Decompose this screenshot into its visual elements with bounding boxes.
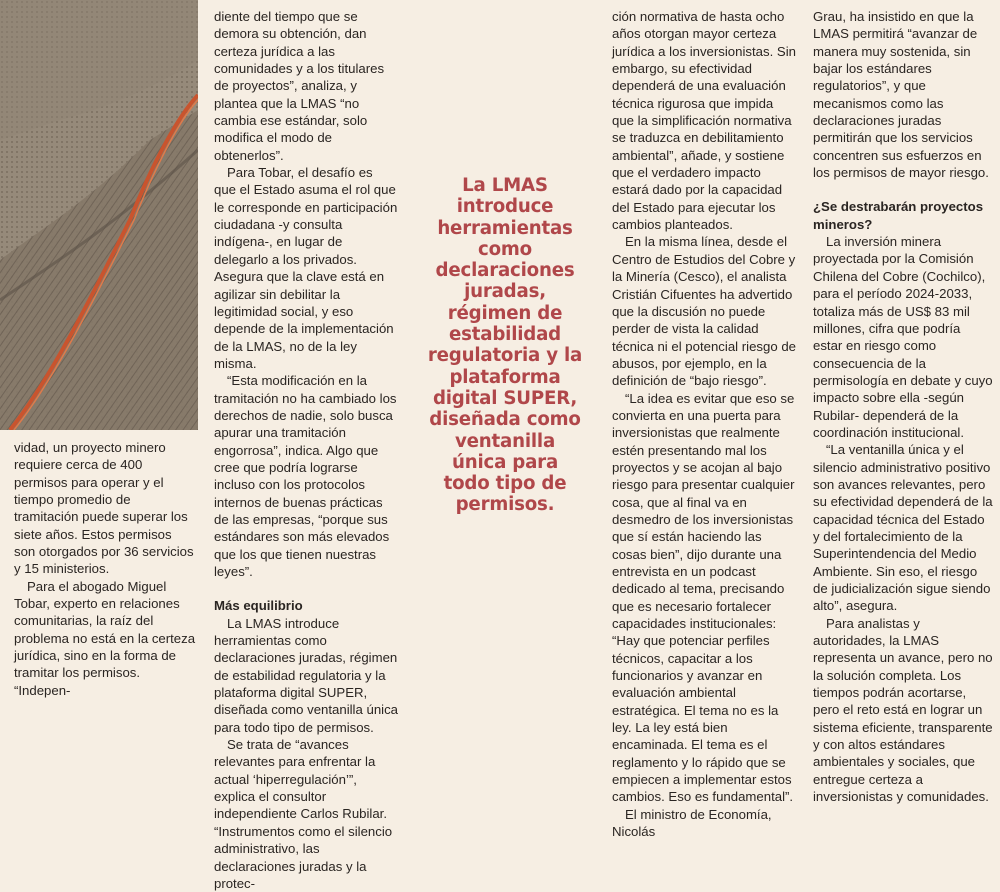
paragraph: El ministro de Economía, Nicolás xyxy=(612,806,772,840)
paragraph: Grau, ha insistido en que la LMAS permitirá “avanzar de manera muy sostenida, sin bajar los estándares regulatorios”, y que mecanismos como las declaraciones juradas permitirán que los servicios concentren sus esfuerzos en los permisos de mayor riesgo. xyxy=(813,9,989,181)
paragraph: “Esta modificación en la tramitación no ha cambiado los derechos de nadie, solo busca apurar una tramitación engorrosa”, indica. Algo que cree que podría lograrse incluso con los protocolos internos de buenas prácticas de las empresas, “porque sus estándares son más elevados que los que tienen nuestras leyes”. xyxy=(214,373,397,579)
article-column-3 xyxy=(612,8,798,841)
article-column-2 xyxy=(214,8,398,892)
paragraph: Se trata de “avances relevantes para enfrentar la actual ‘hiperregulación’”, explica el consultor independiente Carlos Rubilar. “Instrumentos como el silencio administrativo, las declaraciones juradas y la protec- xyxy=(214,737,393,891)
paragraph: En la misma línea, desde el Centro de Estudios del Cobre y la Minería (Cesco), el analista Cristián Cifuentes ha advertido que la discusión no puede perder de vista la calidad técnica ni el potencial riesgo de abusos, por ejemplo, en la definición de “bajo riesgo”. xyxy=(612,234,797,389)
article-column-4 xyxy=(813,8,993,805)
paragraph: Para el abogado Miguel Tobar, experto en relaciones comunitarias, la raíz del problema no está en la certeza jurídica, sino en la forma de tramitar los permisos. “Indepen- xyxy=(14,578,196,698)
article-column-1 xyxy=(14,439,196,699)
paragraph: Para Tobar, el desafío es que el Estado asuma el rol que le corresponde en participación ciudadana -y consulta indígena-, en lugar de delegarlo a los privados. Asegura que la clave está en agilizar sin debilitar la legitimidad social, y eso depende de la implementación de la LMAS, no de la ley misma. xyxy=(214,165,398,371)
section-heading: Más equilibrio xyxy=(214,598,303,614)
aerial-photo-graphic xyxy=(0,0,198,430)
paragraph: La LMAS introduce herramientas como declaraciones juradas, régimen de estabilidad regulatoria y la plataforma digital SUPER, diseñada como ventanilla única para todo tipo de permisos. xyxy=(214,615,399,735)
mining-aerial-photo xyxy=(0,0,198,430)
paragraph: “La ventanilla única y el silencio administrativo positivo son avances relevantes, pero su efectividad dependerá de la capacidad técnica del Estado y del fortalecimiento de la Superintendencia del Medio Ambiente. Sin eso, el riesgo de judicialización sigue siendo alto”, asegura. xyxy=(813,442,993,614)
paragraph: “La idea es evitar que eso se convierta en una puerta para inversionistas que realmente estén presentando mal los proyectos y se acojan al bajo riesgo para presentar cualquier cosa, que al final va en desmedro de los inversionistas que sí están haciendo las cosas bien”, dijo durante una entrevista en un podcast dedicado al tema, precisando que es necesario fortalecer capacidades institucionales: “Hay que potenciar perfiles técnicos, capacitar a los funcionarios y avanzar en evaluación ambiental estratégica. El tema no es la ley. La ley está bien encaminada. El tema es el reglamento y lo rápido que se empiecen a implementar estos cambios. Eso es fundamental”. xyxy=(612,390,795,805)
paragraph: Para analistas y autoridades, la LMAS representa un avance, pero no la solución completa. Los tiempos podrán acortarse, pero el reto está en lograr un sistema eficiente, transparente y con altos estándares ambientales y sociales, que entregue certeza a inversionistas y comunidades. xyxy=(813,615,993,805)
section-heading: ¿Se destrabarán proyectos mineros? xyxy=(813,199,984,232)
pull-quote: La LMAS introduce herramientas como declaraciones juradas, régimen de estabilidad regulatoria y la plataforma digital SUPER, diseñada como ventanilla única para todo tipo de permisos. xyxy=(427,175,583,516)
paragraph: ción normativa de hasta ocho años otorgan mayor certeza jurídica a los inversionistas. Sin embargo, su efectividad dependerá de una evaluación técnica rigurosa que impida que la simplificación normativa se traduzca en debilitamiento ambiental”, añade, y sostiene que el verdadero impacto estará dado por la capacidad del Estado para ejecutar los cambios planteados. xyxy=(612,9,796,233)
paragraph: diente del tiempo que se demora su obtención, dan certeza jurídica a las comunidades y a los titulares de proyectos”, analiza, y plantea que la LMAS “no cambia ese estándar, solo modifica el modo de obtenerlos”. xyxy=(214,9,385,163)
paragraph: La inversión minera proyectada por la Comisión Chilena del Cobre (Cochilco), para el período 2024-2033, totaliza más de US$ 83 mil millones, cifra que podría estar en riesgo como consecuencia de la permisología en debate y cuyo impacto sobre ella -según Rubilar- dependerá de la coordinación institucional. xyxy=(813,234,993,440)
paragraph: vidad, un proyecto minero requiere cerca de 400 permisos para operar y el tiempo promedio de tramitación puede superar los siete años. Estos permisos son otorgados por 36 servicios y 15 ministerios. xyxy=(14,440,194,577)
